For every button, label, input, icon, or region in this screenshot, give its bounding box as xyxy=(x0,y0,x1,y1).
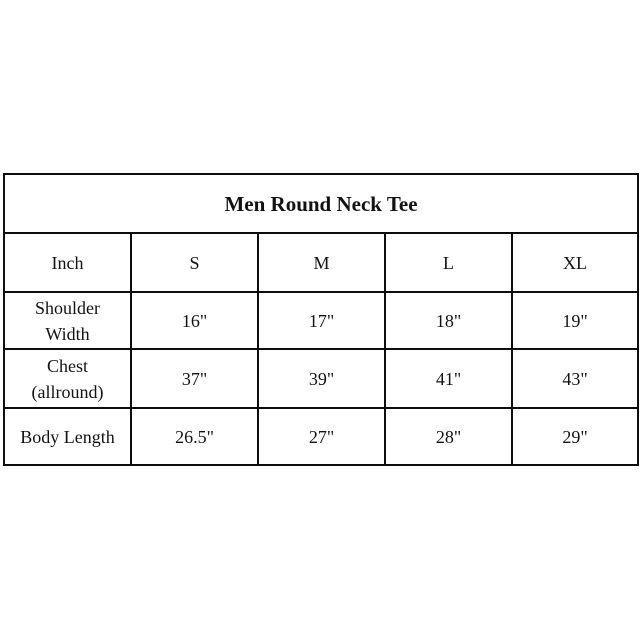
cell-body-m: 27" xyxy=(258,408,385,465)
unit-header-cell: Inch xyxy=(4,233,131,292)
cell-shoulder-m: 17" xyxy=(258,292,385,349)
size-header-s: S xyxy=(131,233,258,292)
size-header-l: L xyxy=(385,233,512,292)
cell-shoulder-xl: 19" xyxy=(512,292,638,349)
size-chart-table xyxy=(3,173,639,466)
table-row-chest xyxy=(4,349,638,408)
row-label-body-length xyxy=(4,408,131,465)
row-label-shoulder-width xyxy=(4,292,131,349)
cell-chest-m: 39" xyxy=(258,349,385,408)
table-row-body-length xyxy=(4,408,638,465)
row-label-line: Body Length xyxy=(20,426,115,447)
row-label-chest xyxy=(4,349,131,408)
row-label-line: Chest xyxy=(46,355,88,376)
table-title: Men Round Neck Tee xyxy=(4,174,638,233)
table-row-shoulder-width xyxy=(4,292,638,349)
table-title-row xyxy=(4,174,638,233)
cell-shoulder-s: 16" xyxy=(131,292,258,349)
cell-body-s: 26.5" xyxy=(131,408,258,465)
cell-chest-s: 37" xyxy=(131,349,258,408)
cell-chest-l: 41" xyxy=(385,349,512,408)
row-label-line: (allround) xyxy=(31,381,104,402)
cell-body-l: 28" xyxy=(385,408,512,465)
cell-chest-xl: 43" xyxy=(512,349,638,408)
table-header-row xyxy=(4,233,638,292)
size-header-m: M xyxy=(258,233,385,292)
size-header-xl: XL xyxy=(512,233,638,292)
row-label-line: Width xyxy=(45,323,90,344)
row-label-line: Shoulder xyxy=(35,297,100,318)
cell-body-xl: 29" xyxy=(512,408,638,465)
cell-shoulder-l: 18" xyxy=(385,292,512,349)
